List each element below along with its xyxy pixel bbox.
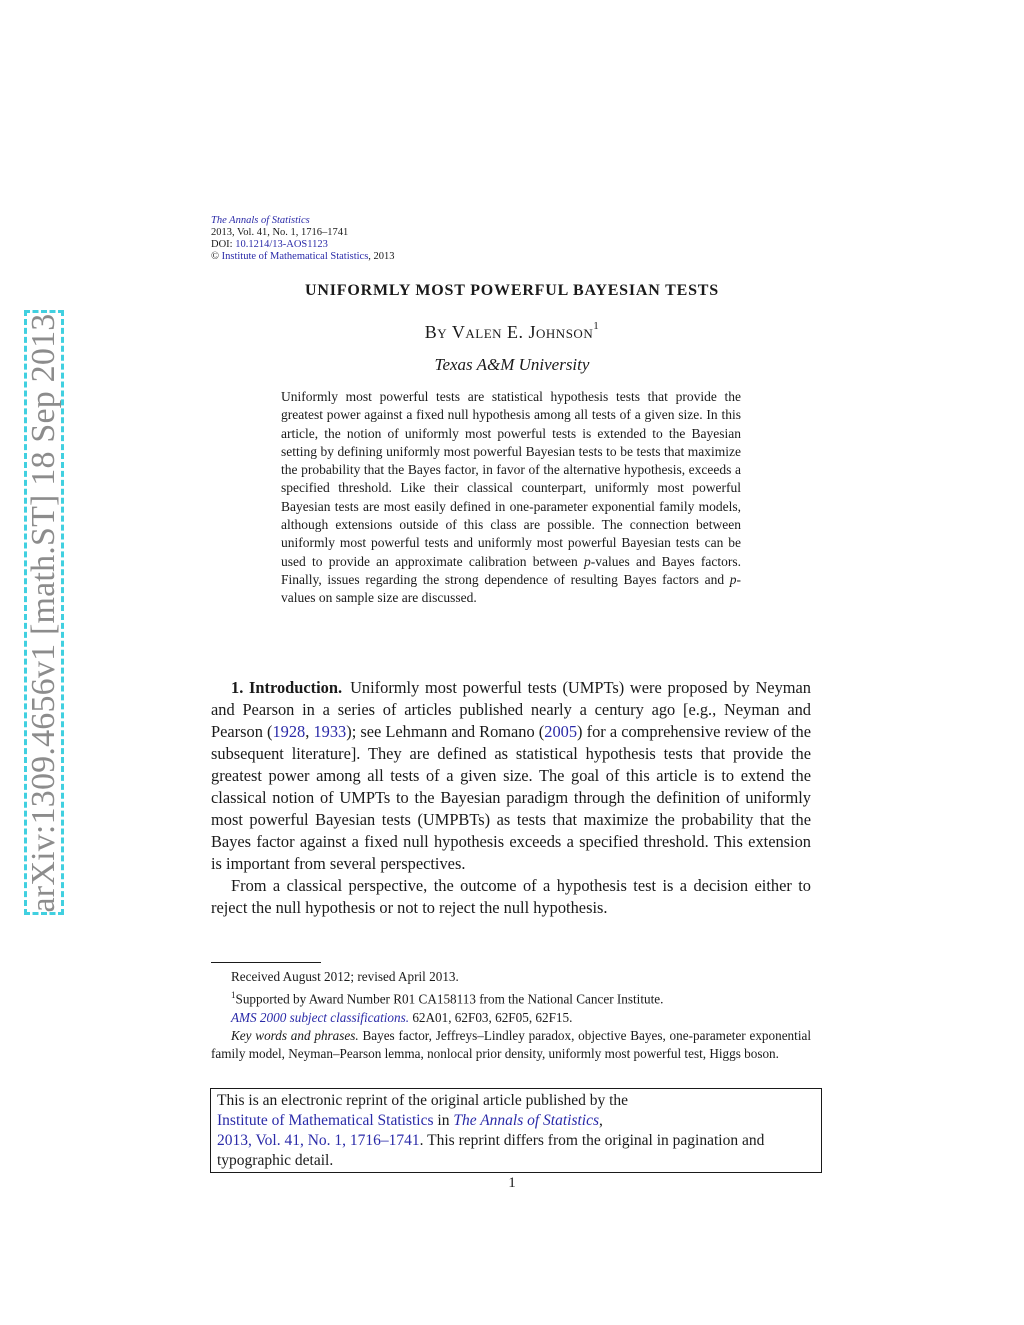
citation-1928-link[interactable]: 1928 [272,722,306,741]
citation-2005-link[interactable]: 2005 [544,722,578,741]
keywords-label: Key words and phrases. [231,1028,359,1043]
journal-name-link[interactable]: The Annals of Statistics [211,215,310,226]
intro-text-b: ); see Lehmann and Romano ( [346,722,545,741]
paper-title: UNIFORMLY MOST POWERFUL BAYESIAN TESTS [305,282,719,299]
footnote-rule [211,962,321,963]
intro-paragraph-1 [211,677,811,875]
arxiv-stamp [24,310,64,915]
copyright-year: , 2013 [368,251,395,262]
abstract-text-3: -values on sample size are discussed. [281,571,741,606]
abstract-text-2: -values and Bayes factors. Finally, issues regarding the strong dependence of resulting Bayes factors and [281,553,742,587]
abstract-text-1: Uniformly most powerful tests are statistical hypothesis tests that provide the greatest power against a fixed null hypothesis among all tests of a given size. In this article, the notion of uniformly most powerful tests is extended to the Bayesian setting by defining uniformly most powerful Bayesian tests to be tests that maximize the probability that the Bayes factor, in favor of the alternative hypothesis, exceeds a specified threshold. Like their classical counterpart, uniformly most powerful Bayesian tests are most easily defined in one-parameter exponential family models, although extensions outside of this class are possible. The connection between uniformly most powerful tests and uniformly most powerful Bayesian tests can be used to provide an approximate calibration between [281,389,741,569]
copyright-holder-link[interactable]: Institute of Mathematical Statistics [221,251,369,262]
support-footnote-mark: 1 [231,990,236,1001]
copyright-symbol: © [211,251,219,262]
publisher-link[interactable]: Institute of Mathematical Statistics [217,1112,434,1129]
citation-1933-link[interactable]: 1933 [313,722,347,741]
intro-text-c: ) for a comprehensive review of the subsequent literature]. They are defined as statistical hypothesis tests that provide the greatest power among all tests of a given size. The goal of this article is to extend the classical notion of UMPTs to the Bayesian paradigm through the definition of uniformly most powerful Bayesian tests (UMPBTs) as tests that maximize the probability that the Bayes factor against a fixed null hypothesis exceeds a specified threshold. This extension is important from several perspectives. [211,722,812,873]
volume-line: 2013, Vol. 41, No. 1, 1716–1741 [211,227,349,238]
reprint-in: in [433,1112,454,1129]
abstract [281,388,741,608]
doi-label: DOI: [211,239,236,250]
abstract-p-symbol-1: p [584,553,591,569]
reprint-notice [210,1088,822,1173]
reprint-line-1: This is an electronic reprint of the original article published by the [217,1092,629,1109]
reprint-journal-link[interactable]: The Annals of Statistics [453,1112,600,1129]
author-affiliation: Texas A&M University [434,355,590,374]
author-by: By [424,322,448,342]
introduction-section [211,677,811,919]
keywords [211,1027,811,1063]
author-footnote-mark: 1 [593,320,600,332]
citation-separator: , [305,722,314,741]
author-line [0,322,1024,343]
ams-classification [211,1009,811,1027]
intro-paragraph-2: From a classical perspective, the outcome of a hypothesis test is a decision either to reject the null hypothesis or not to reject the null hypothesis. [211,876,811,917]
ams-codes: 62A01, 62F03, 62F05, 62F15. [409,1009,573,1025]
support-note [211,986,811,1009]
received-note: Received August 2012; revised April 2013. [231,969,459,984]
section-heading: 1. Introduction. [231,678,343,697]
intro-text-a: Uniformly most powerful tests (UMPTs) were proposed by Neyman and Pearson in a series of articles published nearly a century ago [e.g., Neyman and Pearson ( [211,678,811,741]
keywords-text: Bayes factor, Jeffreys–Lindley paradox, objective Bayes, one-parameter exponential family model, Neyman–Pearson lemma, nonlocal prior density, uniformly most powerful test, Higgs boson. [211,1028,811,1062]
support-text: Supported by Award Number R01 CA158113 from the National Cancer Institute. [235,991,664,1007]
reprint-rest: . This reprint differs from the original in pagination and typographic detail. [217,1132,765,1169]
arxiv-identifier: arXiv:1309.4656v1 [math.ST] 18 Sep 2013 [25,313,62,912]
journal-header [211,215,395,263]
footnotes [211,968,811,1063]
reprint-comma: , [599,1112,603,1129]
abstract-p-symbol-2: p [729,571,737,587]
doi-link[interactable]: 10.1214/13-AOS1123 [235,239,328,250]
reprint-volume-link[interactable]: 2013, Vol. 41, No. 1, 1716–1741 [217,1132,420,1149]
author-name: Valen E. Johnson [451,322,594,342]
page-number: 1 [508,1175,516,1191]
ams-classification-link[interactable]: AMS 2000 subject classifications. [231,1009,410,1025]
